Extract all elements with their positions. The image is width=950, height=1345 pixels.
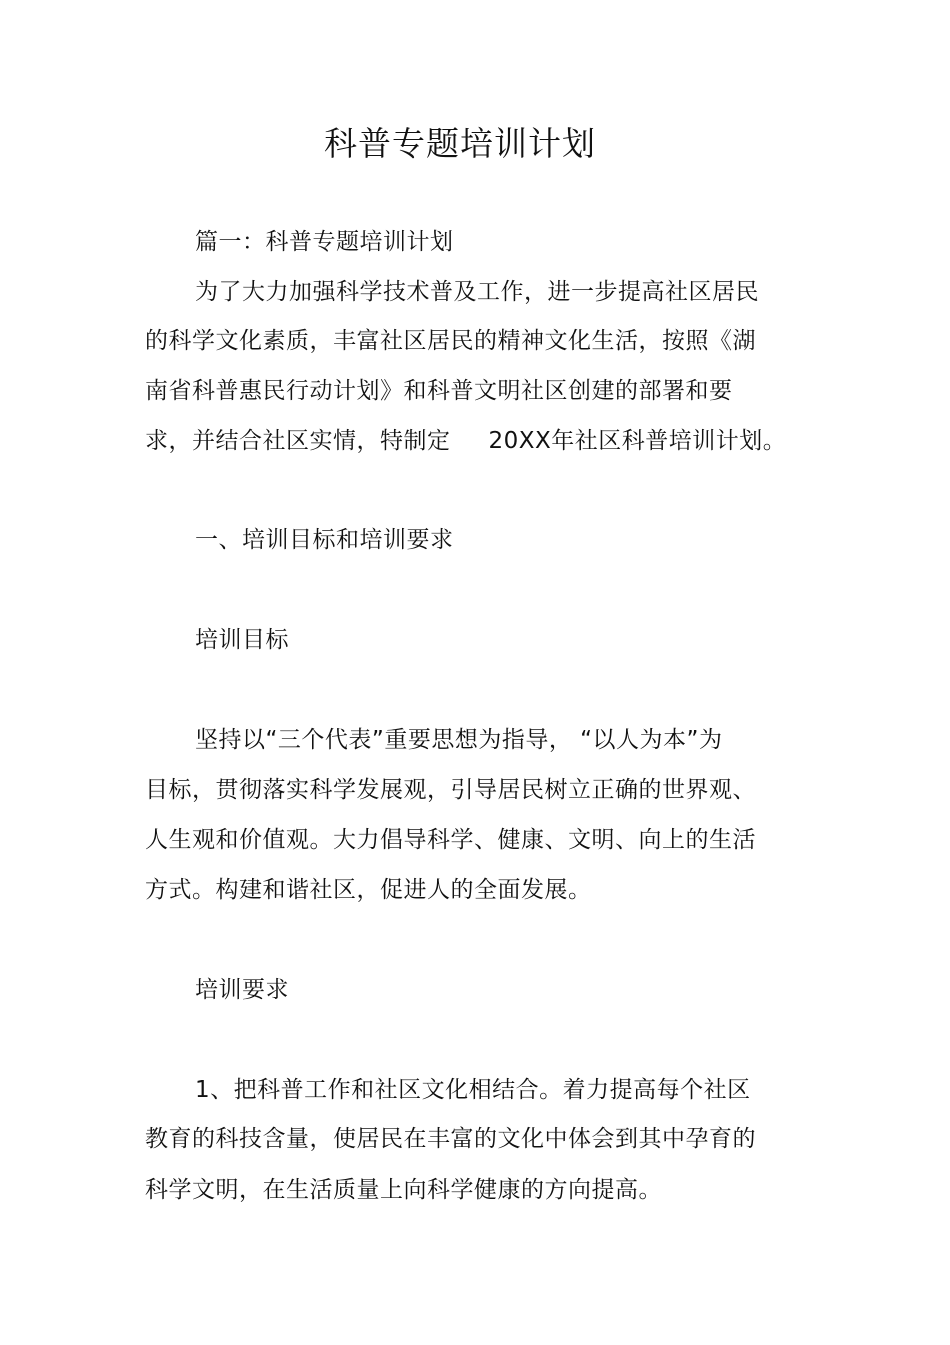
requirement-heading: 培训要求	[195, 977, 289, 1003]
section-1-heading: 一、培训目标和培训要求	[195, 527, 454, 553]
goal-line-4: 方式。构建和谐社区，促进人的全面发展。	[145, 877, 592, 903]
document-title: 科普专题培训计划	[324, 124, 596, 163]
goal-heading: 培训目标	[195, 627, 289, 653]
intro-line-1: 为了大力加强科学技术普及工作，进一步提高社区居民	[195, 279, 759, 305]
intro-line-4-part-a: 求，并结合社区实情，特制定	[145, 428, 451, 454]
goal-line-2: 目标，贯彻落实科学发展观，引导居民树立正确的世界观、	[145, 777, 756, 803]
subtitle: 篇一：科普专题培训计划	[195, 229, 454, 255]
requirement-1-line-1: 1、把科普工作和社区文化相结合。着力提高每个社区	[195, 1077, 751, 1103]
goal-line-1: 坚持以“三个代表”重要思想为指导， “以人为本”为	[195, 727, 723, 753]
intro-line-3: 南省科普惠民行动计划》和科普文明社区创建的部署和要	[145, 378, 733, 404]
requirement-1-line-3: 科学文明，在生活质量上向科学健康的方向提高。	[145, 1177, 662, 1203]
intro-line-4-part-b: 20XX年社区科普培训计划。	[488, 428, 787, 454]
goal-line-3: 人生观和价值观。大力倡导科学、健康、文明、向上的生活	[145, 827, 756, 853]
intro-line-2: 的科学文化素质，丰富社区居民的精神文化生活，按照《湖	[145, 328, 756, 354]
intro-line-4	[145, 425, 786, 457]
requirement-1-line-2: 教育的科技含量，使居民在丰富的文化中体会到其中孕育的	[145, 1126, 756, 1152]
